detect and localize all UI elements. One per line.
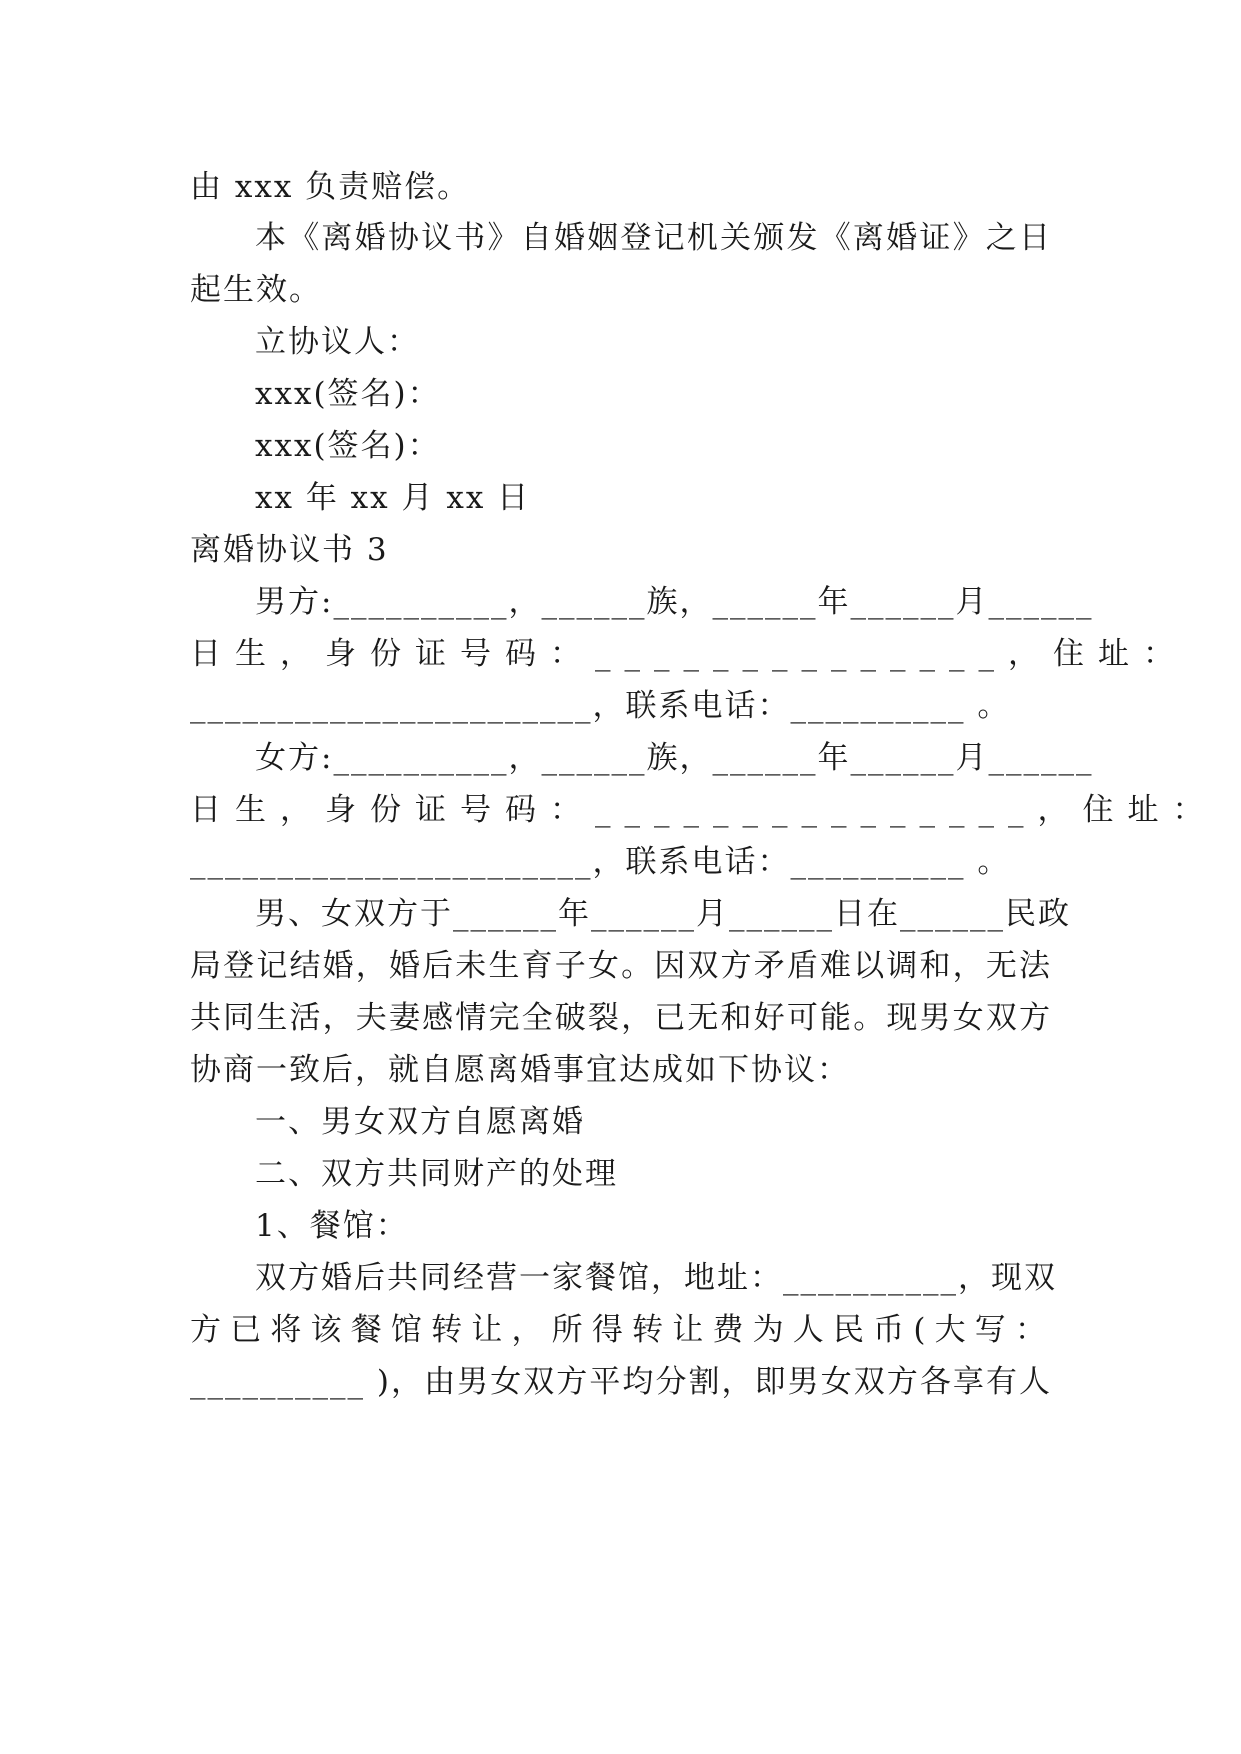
male-id-line: 日生，身份证号码：______________，住址： bbox=[190, 636, 1188, 672]
paragraph-line: 协商一致后，就自愿离婚事宜达成如下协议： bbox=[190, 1052, 850, 1088]
text-line: 由 xxx 负责赔偿。 bbox=[190, 169, 471, 205]
paragraph-line: 双方婚后共同经营一家餐馆，地址：__________，现双 bbox=[255, 1260, 1057, 1296]
paragraph-line: __________ )，由男女双方平均分割，即男女双方各享有人 bbox=[190, 1364, 1052, 1400]
date-line: xx 年 xx 月 xx 日 bbox=[255, 480, 531, 516]
section-title: 离婚协议书 3 bbox=[190, 532, 389, 568]
signatory-heading: 立协议人： bbox=[255, 324, 420, 360]
male-party-line: 男方:__________，______族，______年______月______ bbox=[255, 584, 1094, 620]
paragraph-line: 共同生活，夫妻感情完全破裂，已无和好可能。现男女双方 bbox=[190, 1000, 1052, 1036]
clause-subheading: 1、餐馆： bbox=[255, 1208, 409, 1244]
female-contact-line: _______________________，联系电话：__________ 。 bbox=[190, 844, 1011, 880]
signature-line: xxx(签名)： bbox=[255, 428, 441, 464]
text-line: 起生效。 bbox=[190, 272, 322, 308]
female-id-line: 日生，身份证号码：_______________，住址： bbox=[190, 792, 1218, 828]
signature-line: xxx(签名)： bbox=[255, 376, 441, 412]
paragraph-line: 本《离婚协议书》自婚姻登记机关颁发《离婚证》之日 bbox=[255, 220, 1052, 256]
clause-heading: 二、双方共同财产的处理 bbox=[255, 1156, 618, 1192]
paragraph-line: 方已将该餐馆转让，所得转让费为人民币(大写： bbox=[190, 1312, 1052, 1348]
paragraph-line: 局登记结婚，婚后未生育子女。因双方矛盾难以调和，无法 bbox=[190, 948, 1052, 984]
male-contact-line: _______________________，联系电话：__________ 。 bbox=[190, 688, 1011, 724]
female-party-line: 女方:__________，______族，______年______月______ bbox=[255, 740, 1094, 776]
paragraph-line: 男、女双方于______年______月______日在______民政 bbox=[255, 896, 1071, 932]
clause-heading: 一、男女双方自愿离婚 bbox=[255, 1104, 585, 1140]
